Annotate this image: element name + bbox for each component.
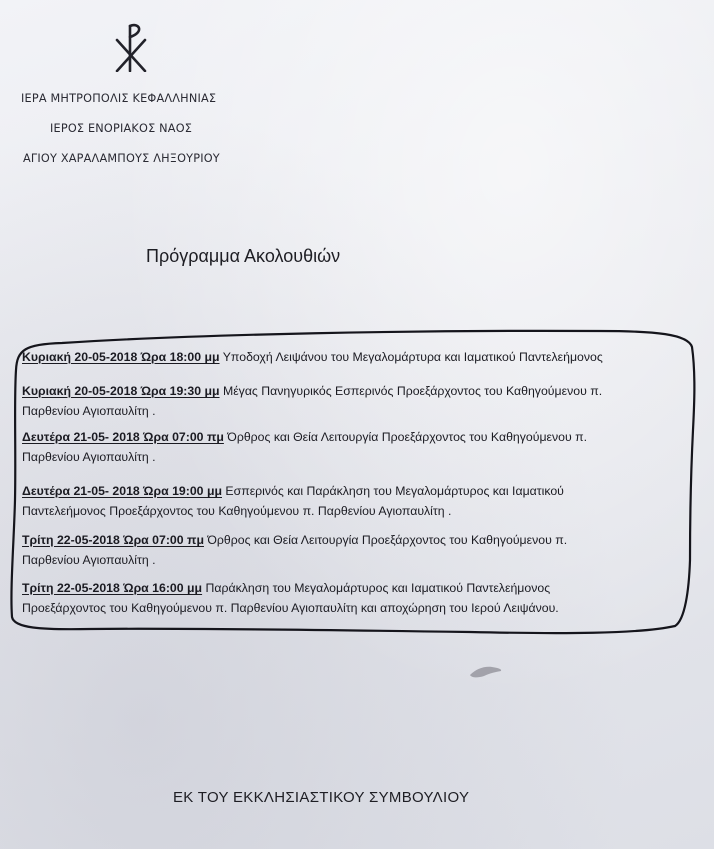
service-description: Μέγας Πανηγυρικός Εσπερινός Προεξάρχοντος του Καθηγούμενου π. <box>219 384 603 398</box>
footer-signature: ΕΚ ΤΟΥ ΕΚΚΛΗΣΙΑΣΤΙΚΟΥ ΣΥΜΒΟΥΛΙΟΥ <box>173 789 470 806</box>
service-item <box>22 530 567 570</box>
header-metropolis: ΙΕΡΑ ΜΗΤΡΟΠΟΛΙΣ ΚΕΦΑΛΛΗΝΙΑΣ <box>21 91 217 105</box>
service-date: Δευτέρα 21-05- 2018 Ώρα 19:00 μμ <box>22 484 222 498</box>
service-description-cont: Παρθενίου Αγιοπαυλίτη . <box>22 553 156 567</box>
service-date: Κυριακή 20-05-2018 Ώρα 19:30 μμ <box>22 384 220 398</box>
service-description: Όρθρος και Θεία Λειτουργία Προεξάρχοντος του Καθηγούμενου π. <box>223 430 588 444</box>
service-date: Δευτέρα 21-05- 2018 Ώρα 07:00 πμ <box>22 430 224 444</box>
service-date: Τρίτη 22-05-2018 Ώρα 16:00 μμ <box>22 581 203 595</box>
service-description: Όρθρος και Θεία Λειτουργία Προεξάρχοντος του Καθηγούμενου π. <box>203 533 568 547</box>
service-description-cont: Προεξάρχοντος του Καθηγούμενου π. Παρθενίου Αγιοπαυλίτη και αποχώρηση του Ιερού Λειψάνου. <box>22 601 559 615</box>
ink-smudge <box>468 663 504 679</box>
service-description: Εσπερινός και Παράκληση του Μεγαλομάρτυρος και Ιαματικού <box>222 484 564 498</box>
service-description-cont: Παρθενίου Αγιοπαυλίτη . <box>22 450 156 464</box>
service-item <box>22 347 603 367</box>
chi-rho-icon <box>112 14 152 72</box>
service-date: Κυριακή 20-05-2018 Ώρα 18:00 μμ <box>22 350 220 364</box>
service-item <box>22 381 602 421</box>
service-item <box>22 427 587 467</box>
page-title: Πρόγραμμα Ακολουθιών <box>146 246 341 266</box>
header-parish: ΙΕΡΟΣ ΕΝΟΡΙΑΚΟΣ ΝΑΟΣ <box>50 121 193 135</box>
service-item <box>22 481 564 521</box>
service-description-cont: Παντελεήμονος Προεξάρχοντος του Καθηγούμενου π. Παρθενίου Αγιοπαυλίτη . <box>22 504 452 518</box>
service-description: Παράκληση του Μεγαλομάρτυρος και Ιαματικού Παντελεήμονος <box>202 581 551 595</box>
header-church: ΑΓΙΟΥ ΧΑΡΑΛΑΜΠΟΥΣ ΛΗΞΟΥΡΙΟΥ <box>23 151 220 165</box>
service-date: Τρίτη 22-05-2018 Ώρα 07:00 πμ <box>22 533 204 547</box>
service-item <box>22 578 559 618</box>
service-description-cont: Παρθενίου Αγιοπαυλίτη . <box>22 404 156 418</box>
service-description: Υποδοχή Λειψάνου του Μεγαλομάρτυρα και Ιαματικού Παντελεήμονος <box>219 350 603 364</box>
